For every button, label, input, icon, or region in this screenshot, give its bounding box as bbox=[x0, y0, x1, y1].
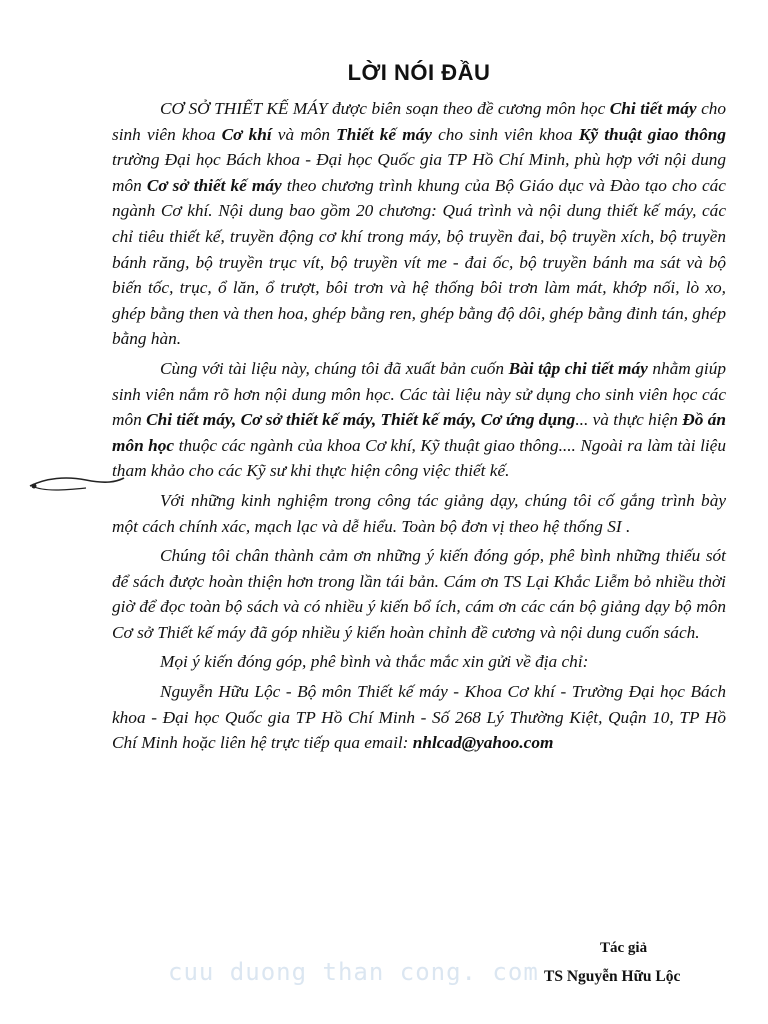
text: cho sinh viên khoa bbox=[438, 124, 573, 144]
preface-page bbox=[112, 60, 726, 760]
emphasis: Cơ sở thiết kế máy bbox=[146, 175, 282, 195]
text: theo chương trình khung của Bộ Giáo dục và Đào tạo cho các ngành Cơ khí. Nội dung bao gồm 20 chương: Quá trình và nội dung thiết kế máy, các chỉ tiêu thiết kế, truyền động cơ khí trong máy, bộ truyền đai, bộ truyền xích, bộ truyền bánh răng, bộ truyền trục vít, bộ truyền vít me - đai ốc, bộ truyền bánh ma sát và bộ biến tốc, trục, ổ lăn, ổ trượt, bôi trơn và hệ thống bôi trơn làm mát, khớp nối, lò xo, ghép bằng then và then hoa, ghép bằng ren, ghép bằng độ dôi, ghép bằng đinh tán, ghép bằng hàn. bbox=[112, 175, 726, 349]
emphasis: Đồ án môn học bbox=[112, 410, 726, 455]
text: CƠ SỞ THIẾT KẾ MÁY được biên soạn theo đề cương môn học bbox=[160, 99, 606, 118]
text: cho sinh viên khoa bbox=[112, 99, 727, 144]
paragraph-experience: Với những kinh nghiệm trong công tác giảng dạy, chúng tôi cố gắng trình bày một cách chính xác, mạch lạc và dễ hiểu. Toàn bộ đơn vị theo hệ thống SI . bbox=[112, 490, 726, 536]
signature-name: TS Nguyễn Hữu Lộc bbox=[544, 968, 681, 985]
text: và môn bbox=[277, 124, 331, 144]
text: Nguyễn Hữu Lộc - Bộ môn Thiết kế máy - Khoa Cơ khí - Trường Đại học Bách khoa - Đại học Quốc gia TP Hồ Chí Minh - Số 268 Lý Thường Kiệt, Quận 10, TP Hồ Chí Minh hoặc liên hệ trực tiếp qua email: bbox=[112, 682, 726, 753]
paragraph-address bbox=[112, 679, 726, 756]
paragraph-thanks: Chúng tôi chân thành cảm ơn những ý kiến đóng góp, phê bình những thiếu sót để sách được hoàn thiện hơn trong lần tái bản. Cám ơn TS Lại Khắc Liễm bỏ nhiều thời giờ để đọc toàn bộ sách và có nhiều ý kiến bổ ích, cám ơn các cán bộ giảng dạy bộ môn Cơ sở Thiết kế máy đã góp nhiều ý kiến hoàn chỉnh đề cương và nội dung cuốn sách. bbox=[112, 546, 726, 642]
text: thuộc các ngành của khoa Cơ khí, Kỹ thuật giao thông.... Ngoài ra làm tài liệu tham khảo cho các Kỹ sư khi thực hiện công việc thiết kế. bbox=[112, 435, 726, 481]
emphasis: Kỹ thuật giao thông bbox=[578, 124, 726, 144]
emphasis: Cơ khí bbox=[221, 124, 272, 144]
email-link[interactable]: nhlcad@yahoo.com bbox=[412, 733, 554, 753]
emphasis: Chi tiết máy bbox=[609, 99, 697, 118]
paragraph-companion-book bbox=[112, 356, 726, 484]
text: ... và thực hiện bbox=[575, 410, 678, 430]
paragraph-intro bbox=[112, 96, 726, 352]
emphasis: Bài tập chi tiết máy bbox=[508, 358, 648, 378]
watermark: cuu duong than cong. com bbox=[168, 958, 539, 986]
page-title: LỜI NÓI ĐẦU bbox=[347, 60, 491, 85]
text: nhằm giúp sinh viên nắm rõ hơn nội dung môn học. Các tài liệu này sử dụng cho sinh viên học các môn bbox=[112, 358, 726, 430]
signature-role: Tác giả bbox=[600, 940, 648, 956]
text: Cùng với tài liệu này, chúng tôi đã xuất bản cuốn bbox=[160, 358, 505, 378]
text: trường Đại học Bách khoa - Đại học Quốc gia TP Hồ Chí Minh, phù hợp với nội dung môn bbox=[112, 150, 726, 195]
pen-stroke-mark bbox=[26, 468, 126, 498]
paragraph-contact-intro: Mọi ý kiến đóng góp, phê bình và thắc mắc xin gửi về địa chỉ: bbox=[160, 652, 589, 672]
emphasis: Thiết kế máy bbox=[336, 124, 432, 144]
emphasis: Chi tiết máy, Cơ sở thiết kế máy, Thiết kế máy, Cơ ứng dụng bbox=[146, 410, 576, 430]
